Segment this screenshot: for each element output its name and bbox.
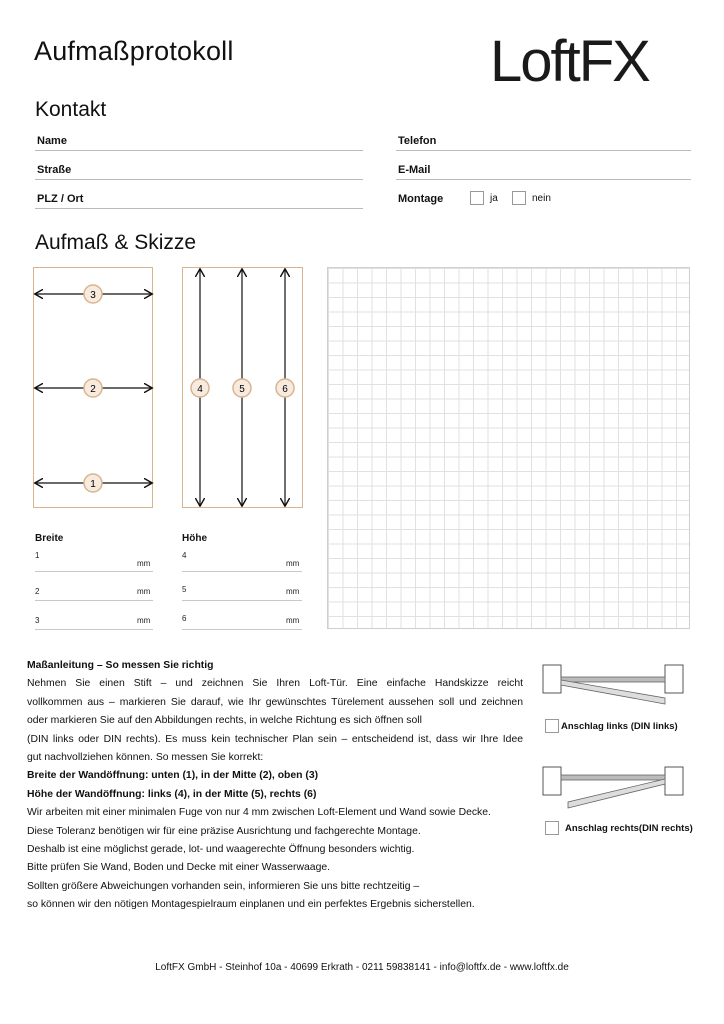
breite-label: Breite — [35, 533, 64, 544]
breite-input-1[interactable] — [35, 571, 153, 572]
din-rechts-diagram — [538, 762, 688, 812]
marker-2: 2 — [90, 384, 96, 395]
breite-input-3[interactable] — [35, 629, 153, 630]
loftfx-logo: LoftFX — [490, 29, 649, 94]
hoehe-num-6: 6 — [182, 614, 187, 623]
breite-num-3: 3 — [35, 616, 40, 625]
hoehe-input-4[interactable] — [182, 571, 302, 572]
sketch-grid[interactable] — [327, 267, 690, 629]
breite-unit-2: mm — [137, 587, 151, 596]
instructions-line-6: Breite der Wandöffnung: unten (1), in der Mitte (2), oben (3) — [27, 770, 319, 782]
breite-unit-1: mm — [137, 559, 151, 568]
instructions-line-10: Deshalb ist eine möglichst gerade, lot- und waagerechte Öffnung besonders wichtig. — [27, 844, 415, 856]
email-label: E-Mail — [398, 164, 431, 176]
marker-1: 1 — [90, 479, 96, 490]
kontakt-heading: Kontakt — [35, 98, 107, 121]
marker-6: 6 — [282, 384, 288, 395]
hoehe-unit-6: mm — [286, 616, 300, 625]
instructions-title: Maßanleitung – So messen Sie richtig — [27, 660, 214, 671]
montage-nein-label: nein — [532, 193, 551, 204]
din-links-label — [561, 721, 678, 732]
breite-unit-3: mm — [137, 616, 151, 625]
breite-input-2[interactable] — [35, 600, 153, 601]
din-links-text: Anschlag links — [561, 721, 629, 732]
instructions-line-4: (DIN links oder DIN rechts). Es muss kein technischer Plan sein – entscheidend ist, dass wir Ihre Idee — [27, 733, 523, 745]
instructions-line-1: Nehmen Sie einen Stift – und zeichnen Sie Ihren Loft-Tür. Eine einfache Handskizze reicht — [27, 678, 523, 690]
marker-3: 3 — [90, 290, 96, 301]
instructions-line-11: Bitte prüfen Sie Wand, Boden und Decke mit einer Wasserwaage. — [27, 862, 331, 874]
instructions-line-7: Höhe der Wandöffnung: links (4), in der Mitte (5), rechts (6) — [27, 788, 317, 800]
hoehe-input-6[interactable] — [182, 629, 302, 630]
hoehe-num-4: 4 — [182, 551, 187, 560]
din-rechts-text: Anschlag rechts — [565, 823, 639, 834]
plz-ort-label: PLZ / Ort — [37, 193, 84, 205]
din-links-paren: (DIN links) — [630, 721, 678, 732]
hoehe-input-5[interactable] — [182, 600, 302, 601]
page-title: Aufmaßprotokoll — [34, 36, 234, 66]
hoehe-diagram — [182, 267, 303, 508]
hoehe-label: Höhe — [182, 533, 207, 544]
instructions-line-12: Sollten größere Abweichungen vorhanden sein, informieren Sie uns bitte rechtzeitig – — [27, 880, 420, 892]
instructions-line-8: Wir arbeiten mit einer minimalen Fuge von nur 4 mm zwischen Loft-Element und Wand sowie Decke. — [27, 807, 491, 819]
din-links-checkbox[interactable] — [545, 719, 559, 733]
aufmass-heading: Aufmaß & Skizze — [35, 231, 197, 254]
din-rechts-paren: (DIN rechts) — [638, 823, 693, 834]
hoehe-unit-4: mm — [286, 559, 300, 568]
breite-num-2: 2 — [35, 587, 40, 596]
name-label: Name — [37, 135, 67, 147]
montage-ja-label: ja — [490, 193, 498, 204]
instructions-line-2: vollkommen aus – markieren Sie darauf, wie Ihr gewünschtes Türelement aussehen soll und zeichnen — [27, 696, 523, 708]
hoehe-unit-5: mm — [286, 587, 300, 596]
marker-4: 4 — [197, 384, 203, 395]
strasse-label: Straße — [37, 164, 72, 176]
footer: LoftFX GmbH - Steinhof 10a - 40699 Erkrath - 0211 59838141 - info@loftfx.de - www.loftfx.de — [155, 962, 569, 973]
instructions — [27, 657, 523, 915]
instructions-line-13: so können wir den nötigen Montagespielraum einplanen und ein perfektes Ergebnis sicherstellen. — [27, 899, 475, 911]
breite-num-1: 1 — [35, 551, 40, 560]
hoehe-num-5: 5 — [182, 585, 187, 594]
marker-5: 5 — [239, 384, 245, 395]
montage-label: Montage — [398, 193, 444, 205]
din-rechts-checkbox[interactable] — [545, 821, 559, 835]
instructions-line-5: gut nachvollziehen können. So messen Sie korrekt: — [27, 752, 264, 764]
din-rechts-label — [565, 823, 693, 834]
telefon-label: Telefon — [398, 135, 437, 147]
instructions-line-3: oder markieren Sie auf den Abbildungen rechts, in welche Richtung es sich öffnen soll — [27, 715, 422, 727]
instructions-line-9: Diese Toleranz benötigen wir für eine präzise Ausrichtung und fachgerechte Montage. — [27, 825, 421, 837]
